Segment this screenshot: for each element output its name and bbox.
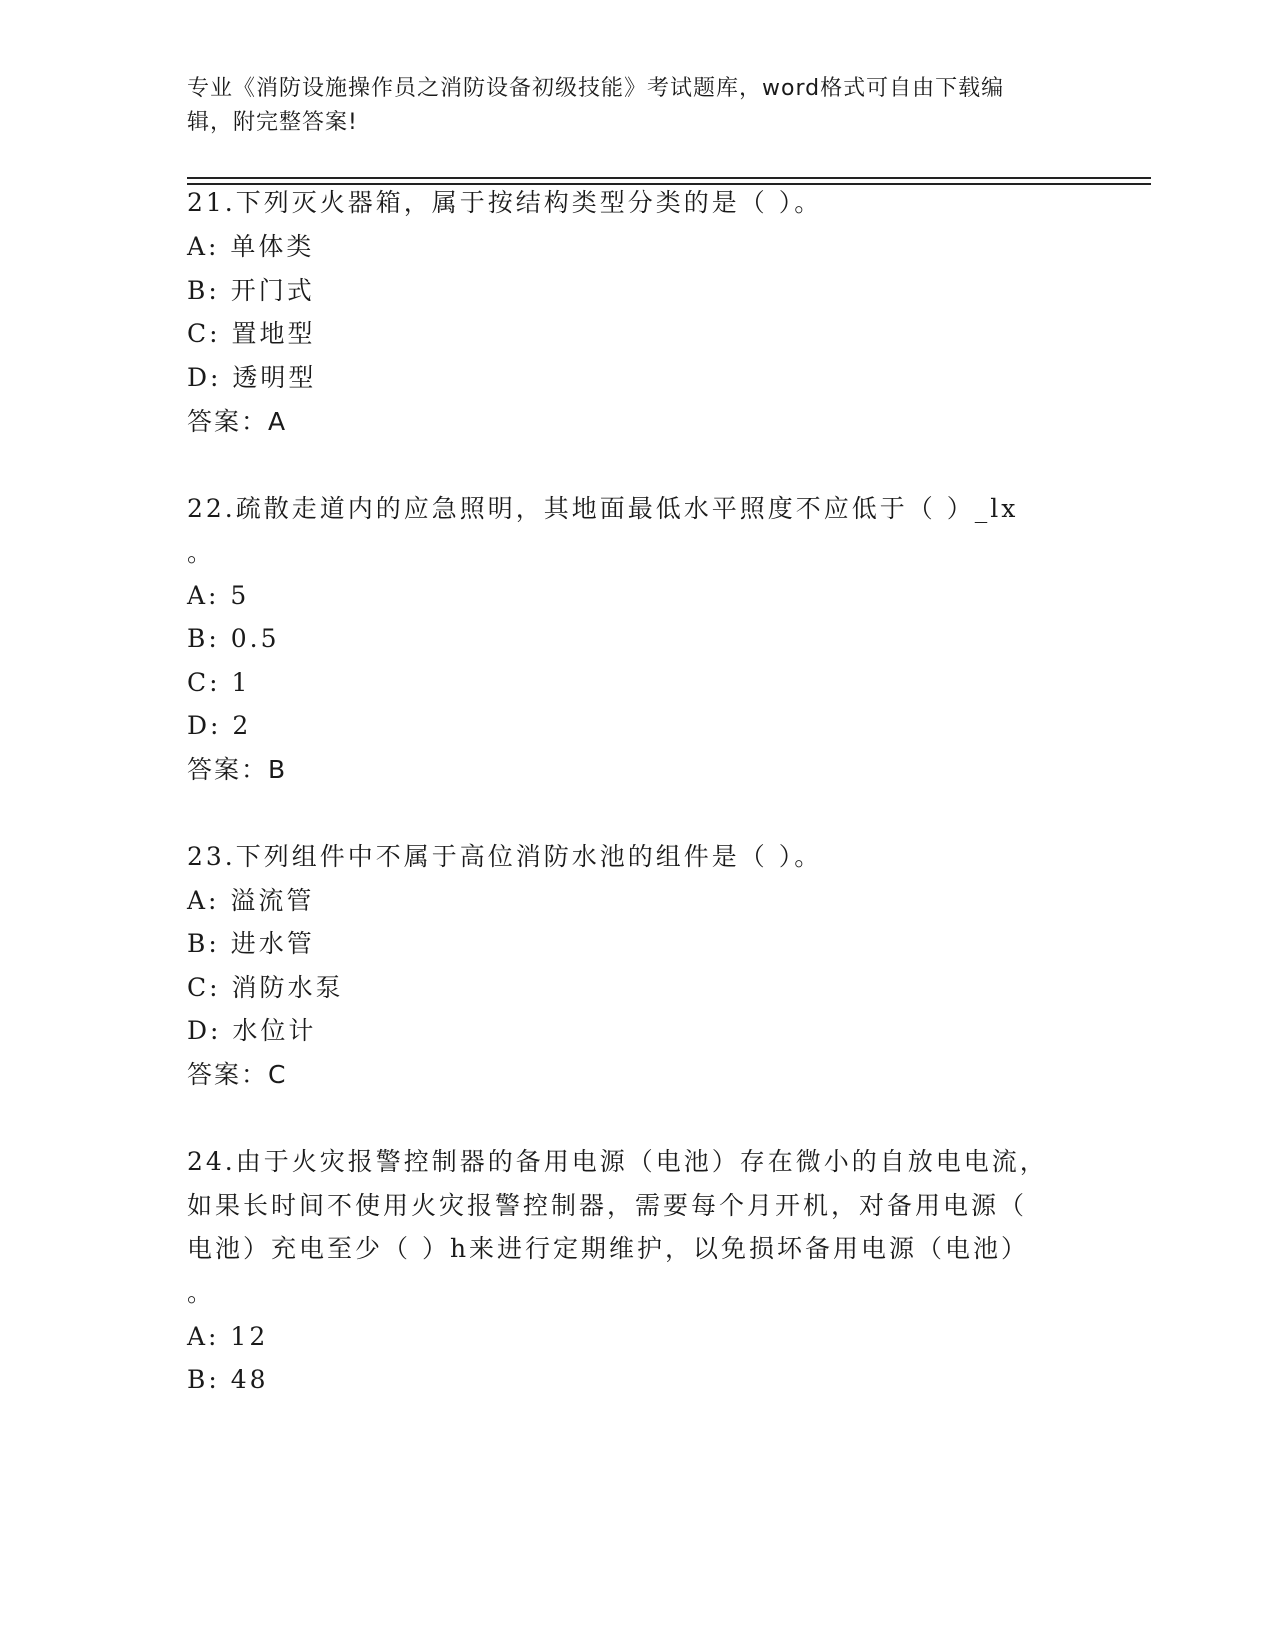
question-21-option-b: B: 开门式 bbox=[187, 276, 315, 305]
question-22-option-c: C: 1 bbox=[187, 668, 251, 697]
question-21-option-d: D: 透明型 bbox=[187, 363, 317, 392]
question-22-option-b: B: 0.5 bbox=[187, 624, 280, 653]
question-24-text-3: 电池）充电至少（ ）h来进行定期维护，以免损坏备用电源（电池） bbox=[187, 1234, 1030, 1263]
question-23-text: 23.下列组件中不属于高位消防水池的组件是（ ）。 bbox=[187, 842, 823, 871]
question-22-option-d: D: 2 bbox=[187, 711, 252, 740]
question-23-answer: 答案：C bbox=[187, 1060, 288, 1089]
header-divider-bottom bbox=[187, 183, 1151, 185]
header-divider-top bbox=[187, 177, 1151, 179]
question-24-text-4: 。 bbox=[187, 1278, 216, 1307]
question-21-answer: 答案：A bbox=[187, 407, 288, 436]
question-24-option-a: A: 12 bbox=[187, 1322, 269, 1351]
question-22-option-a: A: 5 bbox=[187, 581, 250, 610]
header-line-1: 专业《消防设施操作员之消防设备初级技能》考试题库，word格式可自由下载编 bbox=[187, 76, 1005, 101]
question-21-option-a: A: 单体类 bbox=[187, 232, 315, 261]
question-23-option-b: B: 进水管 bbox=[187, 929, 315, 958]
document-header bbox=[187, 72, 1067, 140]
header-line-2: 辑，附完整答案! bbox=[187, 110, 358, 135]
question-22-text: 22.疏散走道内的应急照明，其地面最低水平照度不应低于（ ）_lx bbox=[187, 494, 1019, 523]
question-23-option-a: A: 溢流管 bbox=[187, 886, 315, 915]
question-22-answer: 答案：B bbox=[187, 755, 288, 784]
question-23-option-d: D: 水位计 bbox=[187, 1016, 317, 1045]
question-24-text-2: 如果长时间不使用火灾报警控制器，需要每个月开机，对备用电源（ bbox=[187, 1191, 1028, 1220]
question-21-text: 21.下列灭火器箱，属于按结构类型分类的是（ ）。 bbox=[187, 188, 823, 217]
question-24-text-1: 24.由于火灾报警控制器的备用电源（电池）存在微小的自放电电流， bbox=[187, 1147, 1048, 1176]
question-21-option-c: C: 置地型 bbox=[187, 319, 316, 348]
question-24-option-b: B: 48 bbox=[187, 1365, 269, 1394]
question-23-option-c: C: 消防水泵 bbox=[187, 973, 344, 1002]
question-22-text-cont: 。 bbox=[187, 538, 216, 567]
